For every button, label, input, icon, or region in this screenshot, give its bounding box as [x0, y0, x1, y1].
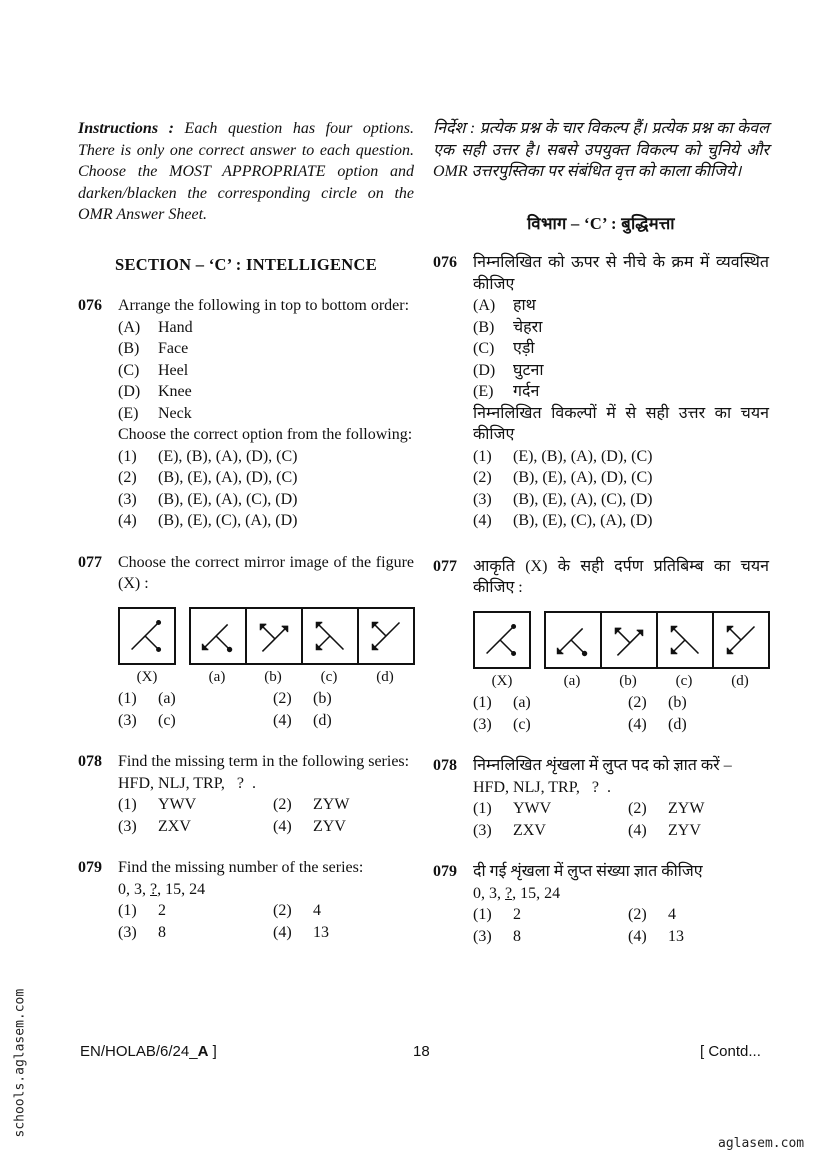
- option-text: 4: [313, 902, 321, 919]
- option-text: ZYW: [313, 796, 350, 813]
- option-item: [628, 926, 768, 948]
- option-key: (1): [118, 690, 137, 707]
- question-number: 078: [78, 753, 102, 770]
- option-key: (1): [473, 447, 492, 465]
- option-key: (D): [118, 383, 141, 400]
- option-key: (3): [118, 923, 137, 941]
- instructions-en: [78, 118, 414, 226]
- option-text: (B), (E), (C), (A), (D): [158, 512, 298, 529]
- option-item: [273, 688, 413, 710]
- question-text: Choose the correct mirror image of the figure (X) :: [118, 553, 414, 592]
- option-row: [118, 317, 414, 339]
- option-text: 2: [513, 906, 521, 923]
- series-text: [473, 883, 769, 905]
- option-key: (3): [118, 490, 137, 508]
- page-number: 18: [413, 1043, 430, 1060]
- options-grid: [473, 904, 769, 947]
- option-key: (2): [273, 796, 292, 813]
- option-key: (1): [473, 906, 492, 923]
- set-letter: A: [197, 1043, 209, 1060]
- option-text: ZXV: [513, 821, 546, 839]
- option-item: [473, 714, 628, 736]
- figure-label: (a): [563, 672, 581, 689]
- option-item: [273, 922, 413, 944]
- option-text: (c): [158, 711, 176, 729]
- option-text: (a): [513, 694, 531, 711]
- figure-b: [247, 609, 303, 663]
- option-row: [473, 489, 769, 511]
- option-key: (1): [473, 694, 492, 711]
- option-text: 2: [158, 902, 166, 919]
- question-079: [433, 861, 769, 947]
- english-column: [78, 118, 414, 943]
- option-key: (4): [628, 821, 647, 839]
- option-row: [118, 467, 414, 489]
- question-number: 079: [78, 859, 102, 876]
- option-text: (b): [668, 694, 687, 711]
- figure-a-icon: [546, 613, 600, 667]
- option-item: [273, 710, 413, 732]
- option-text: (E), (B), (A), (D), (C): [158, 447, 298, 465]
- figure-b-icon: [247, 609, 301, 663]
- option-text: 13: [668, 927, 684, 945]
- option-text: चेहरा: [513, 318, 543, 336]
- option-item: [118, 900, 273, 922]
- series-part: , 15, 24: [157, 880, 206, 898]
- figure-labels: [473, 671, 769, 693]
- series-text: HFD, NLJ, TRP, ? .: [118, 774, 256, 792]
- option-key: (3): [473, 490, 492, 508]
- option-item: [628, 798, 768, 820]
- option-key: (3): [473, 927, 492, 945]
- option-text: 8: [158, 923, 166, 941]
- option-text: हाथ: [513, 297, 536, 314]
- option-text: (E), (B), (A), (D), (C): [513, 447, 653, 465]
- question-079: [78, 857, 414, 943]
- option-item: [473, 798, 628, 820]
- option-item: [473, 820, 628, 842]
- option-text: (b): [313, 690, 332, 707]
- question-number: 079: [433, 863, 457, 880]
- option-text: (d): [313, 711, 332, 729]
- figure-x: [473, 611, 531, 669]
- option-text: (B), (E), (A), (C), (D): [158, 490, 298, 508]
- option-text: (B), (E), (A), (C), (D): [513, 490, 653, 508]
- choose-text: Choose the correct option from the following:: [118, 426, 413, 443]
- option-key: (4): [273, 711, 292, 729]
- option-text: 4: [668, 906, 676, 923]
- figure-a: [191, 609, 247, 663]
- figure-a-icon: [191, 609, 245, 663]
- figure-c-icon: [658, 613, 712, 667]
- option-key: (4): [118, 512, 137, 529]
- question-number: 077: [433, 557, 457, 575]
- option-text: Neck: [158, 404, 192, 422]
- option-row: [118, 510, 414, 532]
- options-grid: [473, 798, 769, 841]
- instructions-label: Instructions :: [78, 120, 174, 137]
- option-text: 8: [513, 927, 521, 945]
- code-text: EN/HOLAB/6/24_: [80, 1043, 198, 1060]
- hindi-column: [433, 118, 769, 947]
- mirror-figure: [118, 607, 414, 665]
- question-text: दी गई शृंखला में लुप्त संख्या ज्ञात कीजिए: [473, 863, 703, 880]
- figure-label: (b): [619, 672, 637, 689]
- option-row: [118, 446, 414, 468]
- option-item: [273, 816, 413, 838]
- option-key: (1): [473, 800, 492, 817]
- option-item: [628, 904, 768, 926]
- figure-b-icon: [602, 613, 656, 667]
- option-item: [473, 692, 628, 714]
- option-key: (4): [273, 817, 292, 835]
- option-item: [273, 794, 413, 816]
- option-item: [628, 820, 768, 842]
- figure-label: (a): [208, 668, 226, 685]
- option-key: (B): [473, 318, 495, 336]
- figure-X-icon: [120, 609, 174, 663]
- question-077: [433, 556, 769, 599]
- option-text: Hand: [158, 318, 193, 336]
- option-key: (1): [118, 902, 137, 919]
- option-key: (1): [118, 447, 137, 465]
- choose-text: निम्नलिखित विकल्पों में से सही उत्तर का चयन कीजिए: [473, 404, 769, 443]
- option-text: YWV: [158, 796, 197, 813]
- options-grid: [473, 692, 769, 735]
- option-row: [473, 360, 769, 382]
- figure-label: (X): [136, 668, 158, 685]
- option-key: (A): [118, 318, 141, 336]
- option-text: (B), (E), (A), (D), (C): [158, 469, 298, 486]
- option-key: (C): [473, 340, 495, 357]
- figure-c: [658, 613, 714, 667]
- section-title-hi: विभाग – ‘C’ : बुद्धिमत्ता: [527, 213, 675, 233]
- option-text: घुटना: [513, 361, 544, 379]
- figure-label: (c): [320, 668, 338, 685]
- options-grid: [118, 794, 414, 837]
- question-number: 077: [78, 553, 102, 571]
- option-row: [118, 338, 414, 360]
- option-key: (4): [628, 927, 647, 945]
- option-text: ZYV: [668, 821, 701, 839]
- question-076: [433, 252, 769, 532]
- question-text: Arrange the following in top to bottom order:: [118, 297, 410, 314]
- option-text: Heel: [158, 361, 189, 379]
- option-key: (2): [628, 800, 647, 817]
- option-key: (D): [473, 361, 496, 379]
- question-text: Find the missing number of the series:: [118, 859, 364, 876]
- option-key: (1): [118, 796, 137, 813]
- figure-d: [359, 609, 413, 663]
- option-key: (3): [473, 715, 492, 733]
- option-key: (2): [628, 694, 647, 711]
- option-key: (C): [118, 361, 140, 379]
- figure-labels: [118, 667, 414, 689]
- option-text: ZXV: [158, 817, 191, 835]
- option-text: YWV: [513, 800, 552, 817]
- figure-x: [118, 607, 176, 665]
- option-text: 13: [313, 923, 329, 941]
- figure-X-icon: [475, 613, 529, 667]
- option-row: [118, 360, 414, 382]
- option-key: (4): [628, 715, 647, 733]
- series-blank: ?: [150, 880, 158, 898]
- option-text: (a): [158, 690, 176, 707]
- figure-a: [546, 613, 602, 667]
- option-item: [118, 710, 273, 732]
- option-text: गर्दन: [513, 383, 540, 400]
- option-key: (B): [118, 340, 140, 357]
- option-row: [473, 295, 769, 317]
- option-text: (B), (E), (A), (D), (C): [513, 469, 653, 486]
- option-row: [473, 446, 769, 468]
- series-text: HFD, NLJ, TRP, ? .: [473, 778, 611, 796]
- question-077: [78, 552, 414, 595]
- option-key: (4): [273, 923, 292, 941]
- question-text: निम्नलिखित को ऊपर से नीचे के क्रम में व्यवस्थित कीजिए: [473, 254, 769, 293]
- option-key: (A): [473, 297, 496, 314]
- option-item: [118, 816, 273, 838]
- figure-b: [602, 613, 658, 667]
- question-number: 078: [433, 757, 457, 774]
- question-078: [433, 755, 769, 841]
- figure-options: [544, 611, 770, 669]
- options-grid: [118, 900, 414, 943]
- option-text: (B), (E), (C), (A), (D): [513, 512, 653, 529]
- option-text: ZYV: [313, 817, 346, 835]
- figure-c: [303, 609, 359, 663]
- figure-d: [714, 613, 768, 667]
- option-key: (E): [473, 383, 494, 400]
- question-076: [78, 295, 414, 532]
- question-text: आकृति (X) के सही दर्पण प्रतिबिम्ब का चयन कीजिए :: [473, 557, 769, 596]
- series-blank: ?: [505, 884, 513, 902]
- option-text: Face: [158, 340, 189, 357]
- figure-label: (d): [731, 672, 749, 689]
- series-text: [118, 879, 414, 901]
- option-key: (E): [118, 404, 139, 422]
- option-item: [628, 714, 768, 736]
- option-item: [473, 904, 628, 926]
- instructions-text: Each question has four options. There is only one correct answer to each question. Choose the MOST APPROPRIATE option and darken/blacken the corresponding circle on the OMR Answer Sheet.: [78, 120, 414, 223]
- paper-code: [80, 1043, 217, 1060]
- question-text: निम्नलिखित शृंखला में लुप्त पद को ज्ञात करें –: [473, 757, 732, 774]
- option-text: एड़ी: [513, 340, 535, 357]
- option-key: (2): [628, 906, 647, 923]
- instructions-hi: निर्देश : प्रत्येक प्रश्न के चार विकल्प हैं। प्रत्येक प्रश्न का केवल एक सही उत्तर है। सबसे उपयुक्त विकल्प को चुनिये और OMR उत्तरपुस्तिका पर संबंधित वृत्त को काला कीजिये।: [433, 120, 769, 180]
- option-row: [473, 381, 769, 403]
- figure-d-icon: [714, 613, 768, 667]
- option-item: [273, 900, 413, 922]
- series-part: 0, 3,: [118, 880, 150, 898]
- option-key: (3): [118, 711, 137, 729]
- figure-c-icon: [303, 609, 357, 663]
- option-item: [118, 922, 273, 944]
- figure-options: [189, 607, 415, 665]
- options-grid: [118, 688, 414, 731]
- bottom-watermark: aglasem.com: [718, 1136, 805, 1151]
- figure-d-icon: [359, 609, 413, 663]
- option-row: [118, 381, 414, 403]
- question-078: [78, 751, 414, 837]
- section-title-en: SECTION – ‘C’ : INTELLIGENCE: [114, 254, 378, 274]
- option-key: (3): [118, 817, 137, 835]
- option-key: (4): [473, 512, 492, 529]
- option-key: (3): [473, 821, 492, 839]
- option-row: [473, 510, 769, 532]
- series-part: 0, 3,: [473, 884, 505, 902]
- option-row: [118, 403, 414, 425]
- option-item: [473, 926, 628, 948]
- option-text: Knee: [158, 383, 192, 400]
- option-text: ZYW: [668, 800, 705, 817]
- question-text: Find the missing term in the following series:: [118, 753, 410, 770]
- option-key: (2): [273, 902, 292, 919]
- option-item: [628, 692, 768, 714]
- option-row: [473, 467, 769, 489]
- option-key: (2): [473, 469, 492, 486]
- contd-label: [ Contd...: [700, 1043, 761, 1060]
- option-text: (c): [513, 715, 531, 733]
- option-item: [118, 688, 273, 710]
- figure-label: (c): [675, 672, 693, 689]
- option-item: [118, 794, 273, 816]
- option-row: [473, 338, 769, 360]
- question-number: 076: [78, 297, 102, 314]
- option-row: [473, 317, 769, 339]
- option-row: [118, 489, 414, 511]
- side-watermark: schools.aglasem.com: [12, 988, 28, 1138]
- code-bracket: ]: [208, 1043, 217, 1060]
- series-part: , 15, 24: [512, 884, 561, 902]
- mirror-figure: [473, 611, 769, 669]
- figure-label: (d): [376, 668, 394, 685]
- option-key: (2): [273, 690, 292, 707]
- option-key: (2): [118, 469, 137, 486]
- figure-label: (X): [491, 672, 513, 689]
- figure-label: (b): [264, 668, 282, 685]
- option-text: (d): [668, 715, 687, 733]
- question-number: 076: [433, 254, 457, 271]
